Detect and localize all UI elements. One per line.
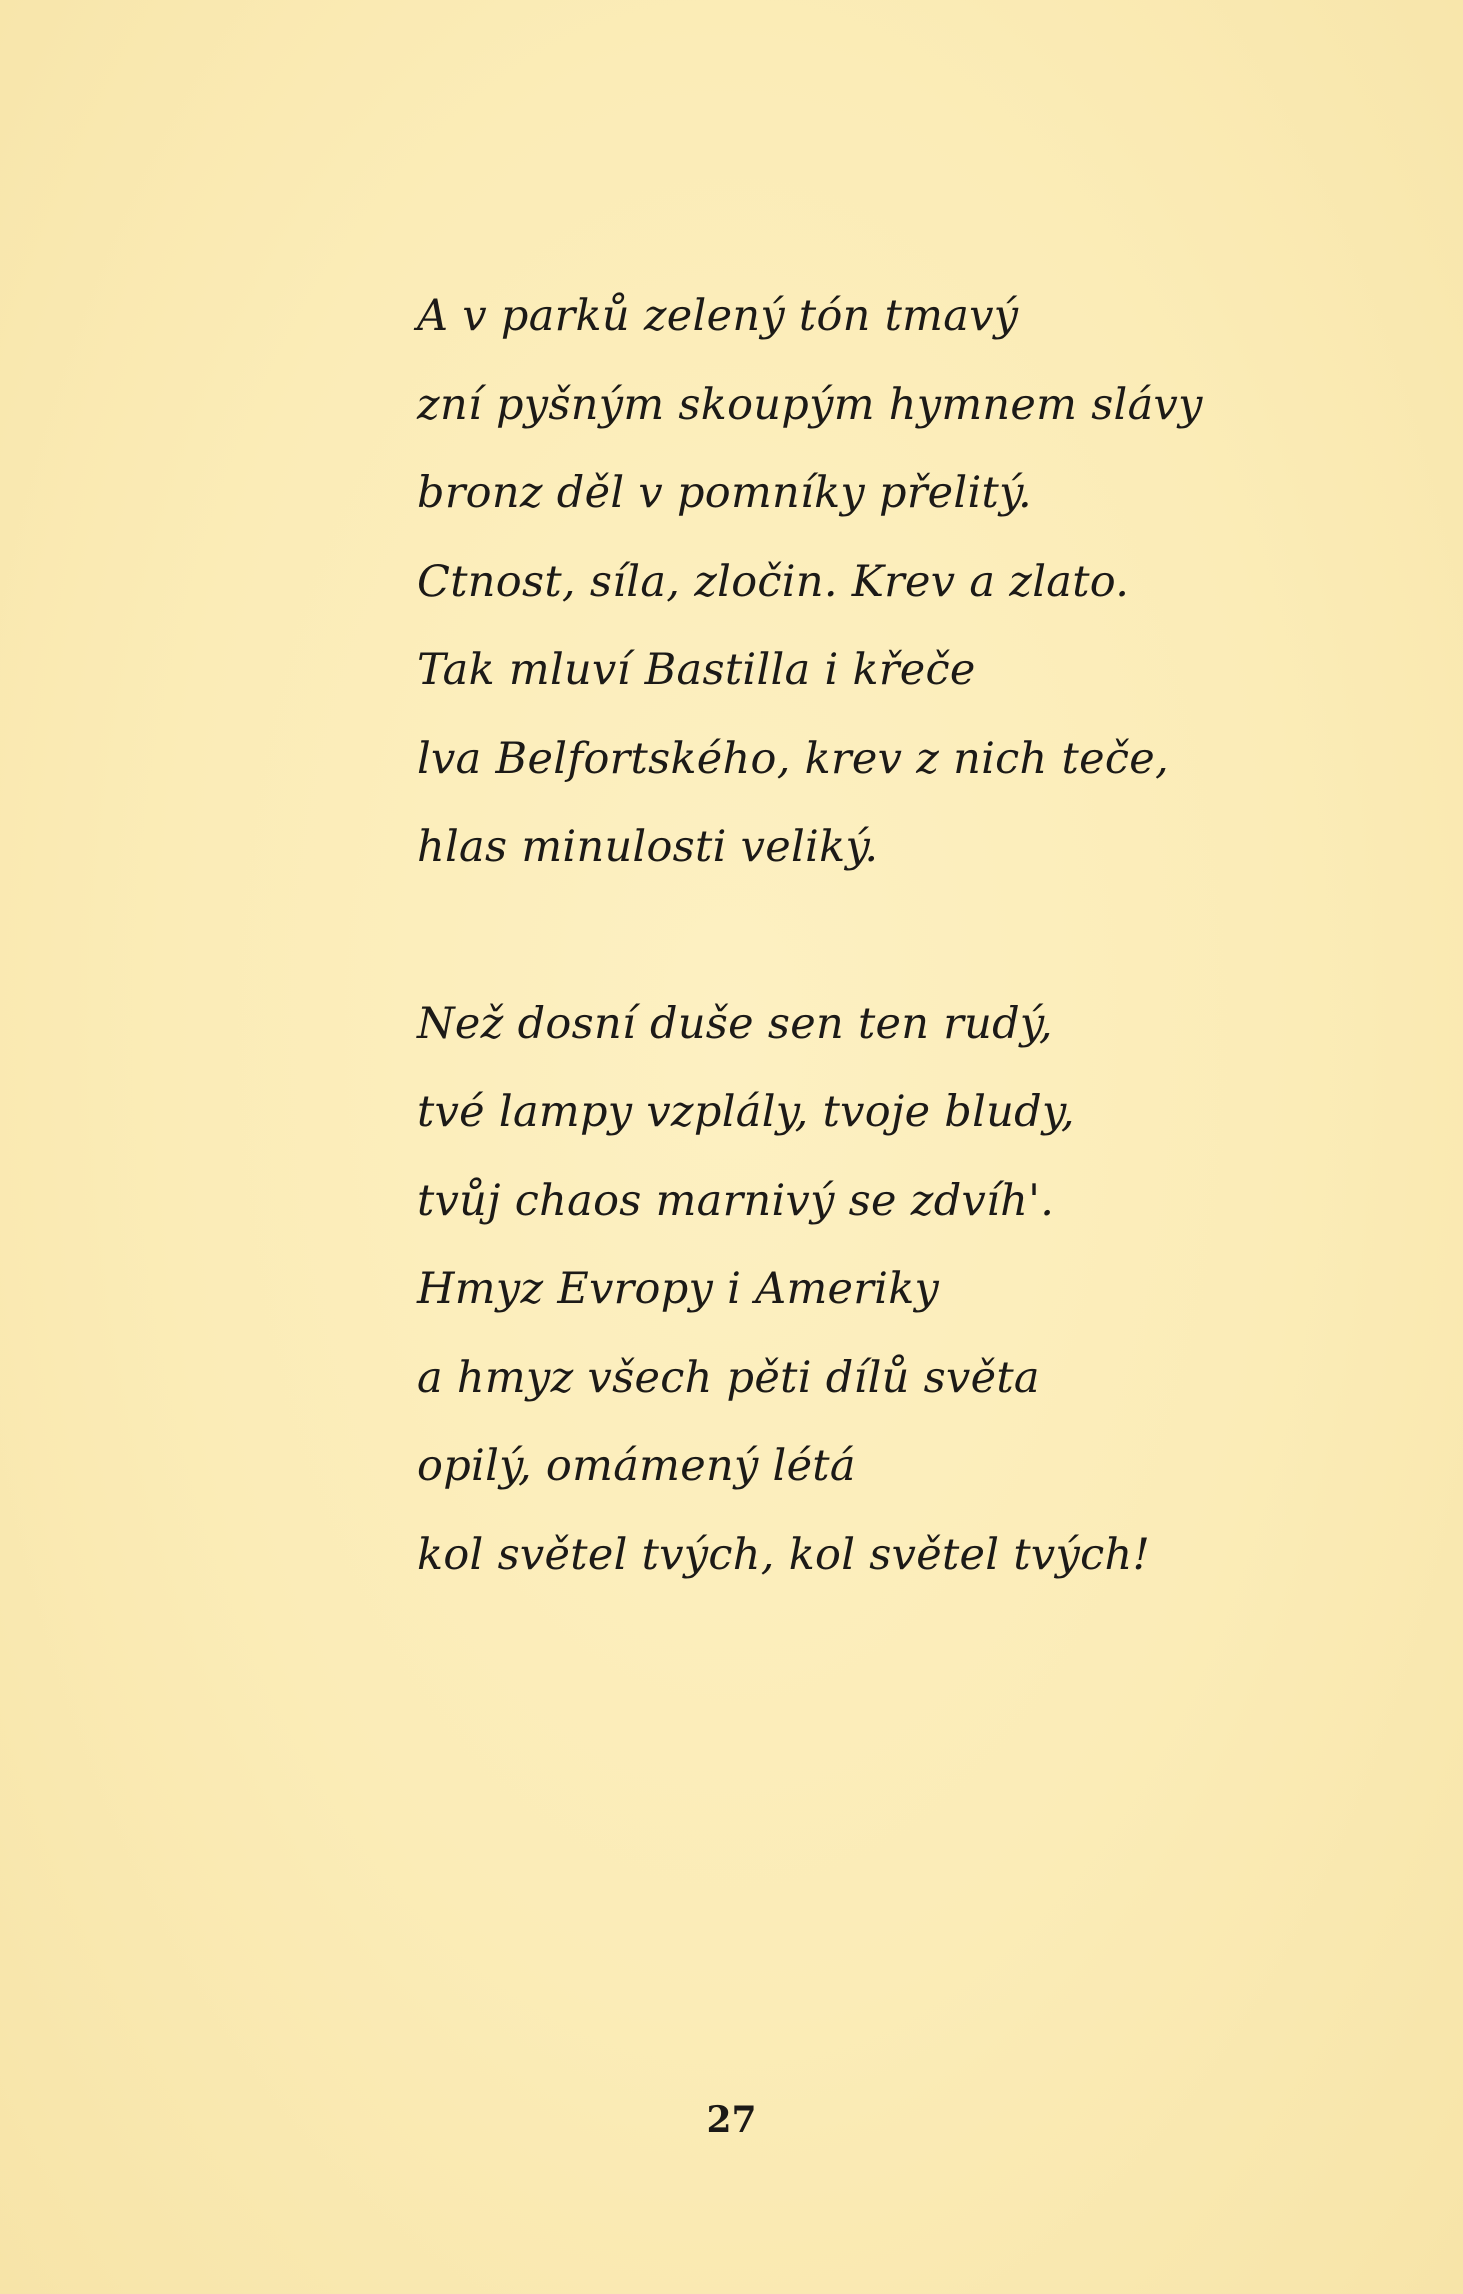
stanza-1 — [417, 272, 1317, 892]
poem-line: A v parků zelený tón tmavý — [417, 291, 1019, 341]
poem-line: a hmyz všech pěti dílů světa — [417, 1352, 1040, 1403]
poem-line: Ctnost, síla, zločin. Krev a zlato. — [417, 556, 1130, 607]
poem — [417, 272, 1317, 1599]
poem-line: opilý, omámený létá — [417, 1441, 856, 1491]
page-number: 27 — [706, 2099, 757, 2141]
poem-line: tvé lampy vzplály, tvoje bludy, — [417, 1087, 1075, 1137]
poem-line: hlas minulosti veliký. — [417, 822, 879, 872]
stanza-2 — [417, 980, 1317, 1600]
poem-line: zní pyšným skoupým hymnem slávy — [417, 379, 1203, 430]
poem-line: tvůj chaos marnivý se zdvíh'. — [417, 1175, 1055, 1226]
poem-line: Hmyz Evropy i Ameriky — [417, 1264, 940, 1314]
poem-line: kol světel tvých, kol světel tvých! — [417, 1529, 1151, 1580]
poem-line: lva Belfortského, krev z nich teče, — [417, 733, 1169, 784]
poem-line: Tak mluví Bastilla i křeče — [417, 645, 976, 695]
poem-line: bronz děl v pomníky přelitý. — [417, 468, 1032, 518]
poem-line: Než dosní duše sen ten rudý, — [417, 998, 1053, 1049]
